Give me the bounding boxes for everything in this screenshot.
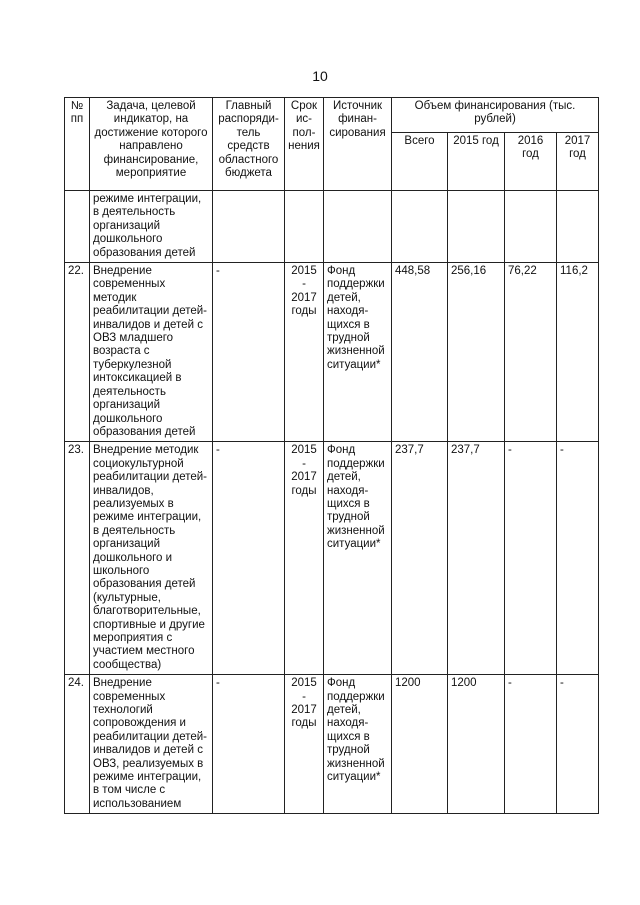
header-total: Всего (392, 133, 448, 191)
cell-empty (557, 191, 599, 263)
cell-empty (65, 191, 90, 263)
table-row (65, 442, 599, 675)
cell-empty (448, 191, 505, 263)
cell-2015: 1200 (448, 675, 505, 814)
table-row (65, 263, 599, 442)
cell-2016: - (505, 442, 557, 675)
cell-task: режиме интеграции, в деятельность организаций дошкольного образования детей (90, 191, 213, 263)
table-row (65, 675, 599, 814)
header-task-label: Задача, целевой индикатор, на достижение которого направлено финансирование, мероприятие (94, 100, 208, 180)
cell-source: Фонд поддержки детей, находя-щихся в трудной жизненной ситуации* (324, 263, 392, 442)
financing-table (64, 97, 599, 814)
table-row-continuation (65, 191, 599, 263)
cell-total: 448,58 (392, 263, 448, 442)
cell-num: 23. (65, 442, 90, 675)
header-manager: Главный распоряди-тель средств областного бюджета (213, 98, 285, 191)
cell-2017: - (557, 442, 599, 675)
cell-2015: 256,16 (448, 263, 505, 442)
cell-source: Фонд поддержки детей, находя-щихся в трудной жизненной ситуации* (324, 675, 392, 814)
cell-2016: - (505, 675, 557, 814)
cell-term: 2015 - 2017 годы (285, 442, 324, 675)
cell-2015: 237,7 (448, 442, 505, 675)
cell-2017: 116,2 (557, 263, 599, 442)
cell-task: Внедрение методик социокультурной реабилитации детей-инвалидов, реализуемых в режиме интеграции, в деятельность организаций дошкольного и школьного образования детей (культурные, благотворительные, спортивные и другие мероприятия с участием местного сообщества) (90, 442, 213, 675)
cell-empty (392, 191, 448, 263)
cell-manager: - (213, 442, 285, 675)
cell-empty (213, 191, 285, 263)
header-num: № пп (65, 98, 90, 191)
page-number: 10 (312, 68, 328, 84)
header-2017: 2017 год (557, 133, 599, 191)
header-2016: 2016 год (505, 133, 557, 191)
cell-task: Внедрение современных методик реабилитации детей-инвалидов и детей с ОВЗ младшего возраста с туберкулезной интоксикацией в деятельность организаций дошкольного образования детей (90, 263, 213, 442)
header-source: Источник финан-сирования (324, 98, 392, 191)
cell-total: 1200 (392, 675, 448, 814)
cell-term: 2015 - 2017 годы (285, 675, 324, 814)
cell-num: 22. (65, 263, 90, 442)
cell-manager: - (213, 675, 285, 814)
cell-empty (324, 191, 392, 263)
cell-source: Фонд поддержки детей, находя-щихся в трудной жизненной ситуации* (324, 442, 392, 675)
header-2015: 2015 год (448, 133, 505, 191)
cell-num: 24. (65, 675, 90, 814)
cell-empty (285, 191, 324, 263)
cell-term: 2015 - 2017 годы (285, 263, 324, 442)
header-task (90, 98, 213, 191)
cell-task: Внедрение современных технологий сопровождения и реабилитации детей-инвалидов и детей с ОВЗ, реализуемых в режиме интеграции, в том числе с использованием (90, 675, 213, 814)
cell-total: 237,7 (392, 442, 448, 675)
cell-2016: 76,22 (505, 263, 557, 442)
cell-2017: - (557, 675, 599, 814)
cell-empty (505, 191, 557, 263)
cell-manager: - (213, 263, 285, 442)
header-term: Срок ис-пол-нения (285, 98, 324, 191)
header-volume: Объем финансирования (тыс. рублей) (392, 98, 599, 133)
